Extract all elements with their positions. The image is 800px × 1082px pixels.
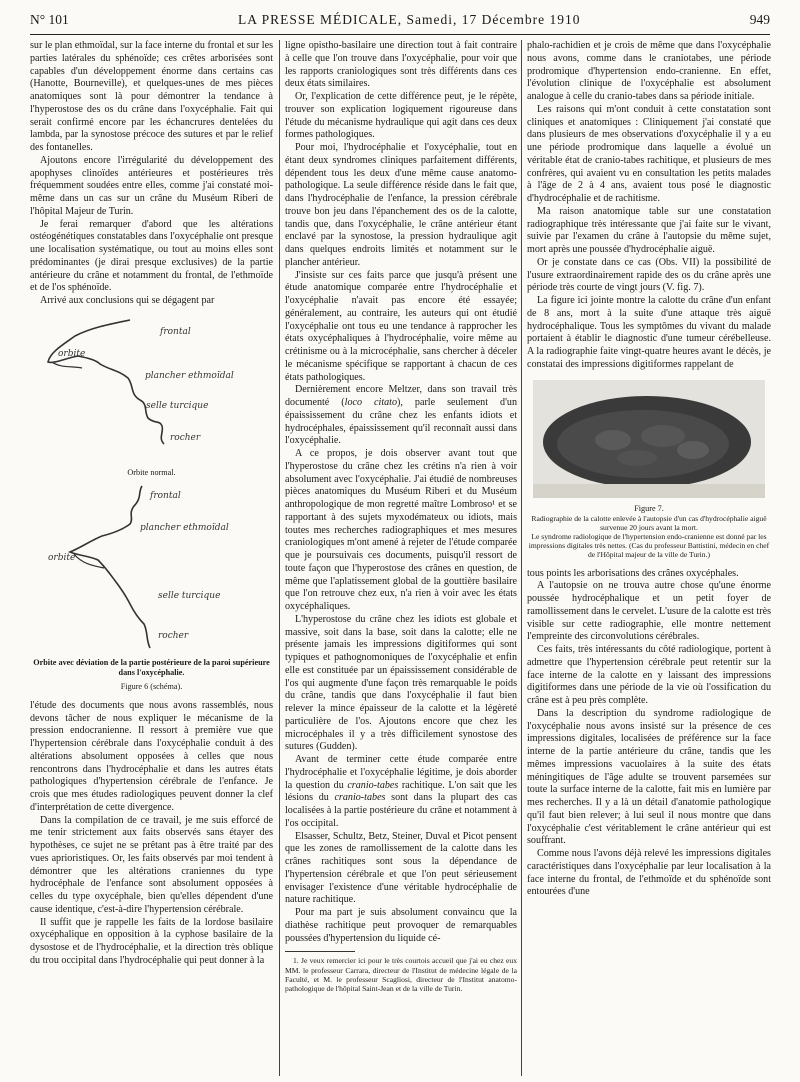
paragraph: Ces faits, très intéressants du côté radiologique, portent à admettre que l'hypertension cérébrale peut retentir sur la face interne de la calotte en y laissant des impressions digitiformes dans une période de la vie où l'ossification du crâne est à peu près complète. xyxy=(527,644,771,707)
figure-title: Figure 7. xyxy=(634,503,664,513)
column-1 xyxy=(30,40,273,968)
radiograph-figure xyxy=(533,380,765,490)
paragraph: phalo-rachidien et je crois de même que dans l'oxycéphalie nous avons, comme dans le craniotabes, une période prodromique d'hypertension endo-cranienne. En effet, l'évolution clinique de l'oxycéphalie est absolument analogue à celle du cranio-tabes dans sa période initiale. xyxy=(527,40,771,102)
label-plancher: plancher ethmoïdal xyxy=(145,370,234,381)
figure-caption: Le syndrome radiologique de l'hypertension endo-cranienne est donné par les impressions digitales très nettes. (Cas du professeur Battistini, médecin en chef de l'Hôpital majeur de la ville de Turin.) xyxy=(528,531,770,560)
label-selle: selle turcique xyxy=(158,590,221,601)
paragraph: La figure ici jointe montre la calotte du crâne d'un enfant de 8 ans, mort à la suite d'une attaque très aiguë hydrocéphalique. Tous les symptômes du vivant du malade portaient à établir le diagnostic d'une tumeur cérébelleuse. A la radiographie faite vingt-quatre heures avant le décès, je constatai des impressions digitiformes rappelant de xyxy=(527,295,771,370)
paragraph: Avant de terminer cette étude comparée entre l'hydrocéphalie et l'oxycéphalie légitime, je dois aborder la question du cranio-tabes rachitique. L'on sait que les lésions du cranio-tabes sont dans la plupart des cas localisées à la partie postérieure du crâne et notamment à l'os occipital. xyxy=(285,754,517,829)
column-divider xyxy=(279,40,280,1076)
page-header xyxy=(30,12,770,34)
column-divider xyxy=(521,40,522,1076)
paragraph: Ajoutons encore l'irrégularité du développement des apophyses clinoïdes antérieures et postérieures très fréquemment soudées entre elles, comme j'ai constaté moi-même dans un cas sur un crâne du Muséum Riberi de l'hôpital Majeur de Turin. xyxy=(30,154,273,217)
issue-number: N° 101 xyxy=(30,12,69,27)
paragraph: tous points les arborisations des crânes oxycéphales. xyxy=(527,567,739,579)
orbit-normal-diagram xyxy=(30,308,273,468)
paragraph: Dans la description du syndrome radiologique de l'oxycéphalie nous avons insisté sur la présence de ces impressions digitales, localisées de préférence sur la face interne de la partie antérieure du crâne, tandis que les mêmes impressions vacuolaires à la suite des états méningitiques de l'âge adulte se trouvent parsemées sur toute la surface interne de la calotte, fait mis en lumière par mes recherches. Il y a là un détail d'anatomie pathologique qu'il faut bien relever; à lui seul il nous montre que dans l'oxycéphalie c'est véritablement le crâne antérieur qui est souffrant. xyxy=(527,707,771,847)
journal-title: LA PRESSE MÉDICALE, Samedi, 17 Décembre 1910 xyxy=(238,12,581,27)
label-plancher: plancher ethmoïdal xyxy=(140,522,229,533)
paragraph: l'étude des documents que nous avons rassemblés, nous devons tâcher de nous expliquer le mécanisme de la pression endocranienne. Il ressort à première vue que l'hypertension cérébrale dans l'oxycéphalie conduit à des altérations absolument opposées à celles que nous rencontrons dans l'hydrocéphalie et dans les autres états pathologiques d'hypertension cérébrale de l'enfance. Je crois que mes études radiologiques peuvent donner la clef d'interprétation de cette divergence. xyxy=(30,699,273,813)
footnote-rule xyxy=(285,951,355,952)
paragraph: Elsasser, Schultz, Betz, Steiner, Duval et Picot pensent que les zones de ramollissement de la calotte dans les crânes rachitiques sont sous la dépendance de l'hypertension cérébrale et que l'on peut sérieusement envisager l'existence d'une véritable hydrocéphalie de nature rachitique. xyxy=(285,830,517,906)
paragraph: Les raisons qui m'ont conduit à cette constatation sont cliniques et anatomiques : Cliniquement j'ai constaté que dans plusieurs de mes observations d'oxycéphalie il y a eu une période prodromique dans laquelle a évolué un véritable état de cranio-tabes rachitique, et plusieurs de mes confrères, qui avaient vu en consultation les petits malades à l'âge de 2 à 4 ans, avaient tous posé le diagnostic d'hydrocéphalie et de rachitisme. xyxy=(527,103,771,204)
paragraph: L'hyperostose du crâne chez les idiots est globale et massive, soit dans la base, soit dans la calotte; elle ne présente jamais les impressions digitiformes qui sont typiques et pathognomoniques de l'oxycéphalie et enfin elle est constituée par un épaississement considérable de l'os qui augmente d'une façon très remarquable le poids du crâne, tandis que dans l'oxycéphalie il faut bien relever la mince épaisseur de la calotte et la légèreté particulière de l'os. Ajoutons encore que chez les microcéphales il y a très difficilement synostose des sutures (Gudden). xyxy=(285,613,517,753)
paragraph: sur le plan ethmoïdal, sur la face interne du frontal et sur les parties latérales du sphénoïde; ces crêtes arborisées sont capables d'un développement énorme dans certains cas (Hanotte, Bourneville), et quelques-unes de mes pièces anatomiques sont là pour démontrer la tendance à l'hyperostose des os du crâne dans l'oxycéphalie. Fait qui serait confirmé encore par les échancrures dentelées du lambda, par la synostose précoce des sutures et par le relief des fontanelles. xyxy=(30,40,273,153)
paragraph: Ma raison anatomique table sur une constatation radiographique très intéressante que j'ai faite sur le vivant, suivie par l'examen du crâne à l'autopsie du même sujet, mort après une poussée d'hydrocéphalie aiguë. xyxy=(527,205,771,255)
paragraph: Je ferai remarquer d'abord que les altérations ostéogénétiques constatables dans l'oxycéphalie ont presque une localisation systématique, ou tout au moins elles sont prédominantes (je dirai presque exclusives) de la partie antérieure du crâne et notamment du frontal, de l'ethmoïde et de l'os sphénoïde. xyxy=(30,218,273,294)
orbit-deviation-diagram xyxy=(30,478,273,658)
label-orbite: orbite xyxy=(48,552,76,563)
radiograph-image xyxy=(533,380,765,498)
column-3 xyxy=(527,40,771,899)
paragraph: Or je constate dans ce cas (Obs. VII) la possibilité de l'usure extraordinairement rapide des os du crâne après une période très courte de vingt jours (V. fig. 7). xyxy=(527,256,771,294)
paragraph: Il suffit que je rappelle les faits de la lordose basilaire oxycéphalique en opposition à la cyphose basilaire de la dysostose et de l'hydrocéphalie, et la direction très oblique du trou occipital dans l'hydrocéphalie qui peut donner à la xyxy=(30,916,273,966)
paragraph: ligne opistho-basilaire une direction tout à fait contraire à celle que l'on trouve dans l'oxycéphalie, pour voir que les rapports craniologiques sont très différents dans ces deux états similaires. xyxy=(285,40,517,90)
footnote: 1. Je veux remercier ici pour le très courtois accueil que j'ai eu chez eux MM. le professeur Carrara, directeur de l'Institut de médecine légale de la Faculté, et M. le professeur Scagliosi, directeur de l'Institut anatomo-pathologique de l'hôpital Saint-Jean et de la ville de Turin. xyxy=(285,956,517,994)
paragraph: J'insiste sur ces faits parce que jusqu'à présent une étude anatomique comparée entre l'hydrocéphalie et l'oxycéphalie n'avait pas encore été essayée; généralement, au contraire, les auteurs qui ont étudié l'oxycéphalie ont tous eu une tendance à rapprocher les états oxycéphaliques à l'hydrocéphalie, voire même au crétinisme ou à la microcéphalie, sans chercher à déceler le mécanisme spécifique se rapportant à chacun de ces états pathologiques. xyxy=(285,269,517,383)
label-frontal: frontal xyxy=(160,326,191,337)
figure-caption: Orbite normal. xyxy=(127,467,176,477)
paragraph: Pour moi, l'hydrocéphalie et l'oxycéphalie, tout en étant deux syndromes cliniques parfaitement différents, dépendent tous les deux d'une même cause anatomo-pathologique. La seule différence réside dans le fait que, dans l'hydrocéphalie de l'enfance, la pression cérébrale trouve bon jeu dans l'épanchement des os de la calotte, tandis que, dans l'oxycéphalie, le crâne antérieur étant enclavé par la synostose, la pression hydraulique agit dans quelques endroits limités et notamment sur le plancher antérieur. xyxy=(285,142,517,268)
label-orbite: orbite xyxy=(58,348,86,359)
paragraph: Pour ma part je suis absolument convaincu que la diathèse rachitique peut provoquer de remarquables poussées d'hypertension du liquide cé- xyxy=(285,907,517,944)
header-rule xyxy=(30,34,770,35)
label-rocher: rocher xyxy=(170,432,201,443)
paragraph: Comme nous l'avons déjà relevé les impressions digitales caractéristiques dans l'oxycéphalie par leur localisation à la face interne du frontal, de l'ethmoïde et du sphénoïde sont entourées d'une xyxy=(527,848,771,898)
paragraph: A ce propos, je dois observer avant tout que l'hyperostose du crâne chez les crétins n'a rien à voir absolument avec l'oxycéphalie. J'ai étudié de nombreuses pièces anatomiques du Muséum Riberi et du Muséum anthropologique de mon regretté maître Lombroso¹ et se rapportant à des sujets myxodémateux ou idiots, mais toutes mes recherches radiographiques et mes mesures craniologiques m'ont amené à rejeter de l'étude comparée que je poursuivais ces documents, puisqu'il ressort de toute façon que l'hyperostose des crânes en question, de même que l'aplatissement global de la gouttière basilaire que l'on retrouve chez eux, n'a rien à voir avec les états oxycéphaliques. xyxy=(285,448,517,612)
figure-caption: Orbite avec déviation de la partie postérieure de la paroi supérieure dans l'oxycéphalie. xyxy=(33,657,270,677)
paragraph: A l'autopsie on ne trouva autre chose qu'une énorme poussée hydrocéphalique et un petit foyer de ramollissement dans le cervelet. L'usure de la calotte est très visible sur cette radiographie, elle montre nettement l'empreinte des circonvolutions cérébrales. xyxy=(527,580,771,643)
paragraph: Or, l'explication de cette différence peut, je le répète, trouver son explication logiquement rigoureuse dans l'étude du mécanisme hydraulique qui agit dans ces deux formes pathologiques. xyxy=(285,91,517,141)
figure-title: Figure 6 (schéma). xyxy=(120,681,183,691)
paragraph: Dans la compilation de ce travail, je me suis efforcé de me tenir strictement aux faits observés sans étayer des hypothèses, ce sujet ne se prêtant pas à être traité par des vues aprioristiques. Or, les faits observés par moi tendent à démontrer que les altérations craniennes du type hydrocéphale de l'enfance sont absolument opposées à celles du type oxycéphale, bien qu'elles dépendent d'une cause identique, c'est-à-dire l'hypertension cérébrale. xyxy=(30,814,273,915)
label-selle: selle turcique xyxy=(146,400,209,411)
paragraph: Arrivé aux conclusions qui se dégagent par xyxy=(40,295,215,306)
figure-caption: Radiographie de la calotte enlevée à l'autopsie d'un cas d'hydrocéphalie aiguë survenue 20 jours avant la mort. xyxy=(531,513,767,532)
label-frontal: frontal xyxy=(150,490,181,501)
column-2 xyxy=(285,40,517,993)
page-number: 949 xyxy=(749,12,770,27)
paragraph: Dernièrement encore Meltzer, dans son travail très documenté (loco citato), parle seulement d'un épaississement du crâne chez les enfants idiots et hydrocéphales, épaississement qu'il reconnaît aussi dans l'oxycéphalie. xyxy=(285,384,517,447)
label-rocher: rocher xyxy=(158,630,189,641)
